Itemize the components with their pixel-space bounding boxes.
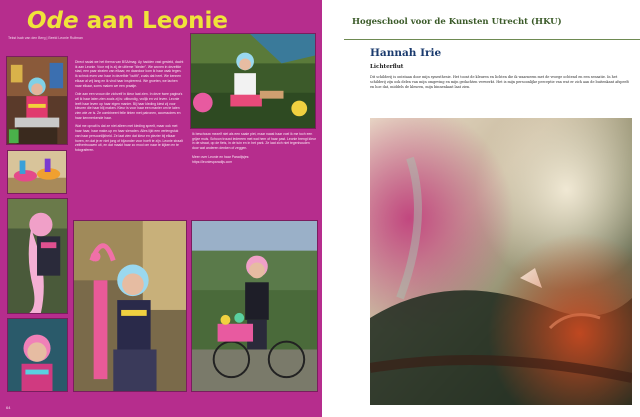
paragraph: Ik beschouw mezelf niet als een saaie piet, maar naast haar voel ik me toch een grijze muis. Schoon trouwt iedereen met wat hem of haar past. Leonie brengt kleur in de straat, op de fiets, in de tuin en in het park. Ze laat zich niet tegenhouden door wat anderen denken of zeggen. [192, 132, 317, 151]
school-title: Hogeschool voor de Kunsten Utrecht (HKU) [352, 17, 562, 27]
photo-shoes [7, 150, 67, 194]
article-column-1 [75, 60, 184, 157]
painting-lichterflut [370, 118, 632, 405]
header-rule [344, 39, 640, 40]
byline: Tekst Isab van den Berg | Beeld Leonie Ruitman [8, 36, 83, 40]
page-number: 64 [6, 405, 11, 410]
title-rest: aan Leonie [86, 8, 228, 34]
paragraph: Ode aan een vrouw die zichzelf in kleur laat zien. In deze twee pagina's wil ik haar laten zien zoals zij is: uitbundig, vrolijk en vol leven. Leonie leeft haar leven op haar eigen manier. Bij haar kleding kiest zij voor kleuren die haar blij maken. Kleur is voor haar een manier om te laten zien wie ze is. Ze combineert felle tinten met patronen, accessoires en haar kenmerkende haar. [75, 92, 183, 120]
photo-garden-sitting [190, 33, 316, 129]
title-ode: Ode [27, 8, 79, 34]
artist-name: Hannah Irie [370, 47, 442, 59]
photo-flamingo-umbrella [73, 220, 187, 392]
photo-laptop [6, 56, 68, 145]
article-title [27, 7, 228, 35]
artwork-title: Lichterflut [370, 64, 404, 70]
paragraph: Direct nadat we het thema van BSA/mag. Ay hadden vast gesteld, dacht ik aan Leonie. Voor mij is zij de ultieme "kleder". We wonen in dezelfde stad, een paar straten van elkaar, en daardoor kom ik haar vaak tegen. Ik schrok even van haar in dezelfde "outfit", zoals dat heet. We kennen elkaar al vrij lang en ik vind haar inspirerend. We groeten, we lachen naar elkaar, soms maken we een praatje. [75, 60, 184, 88]
website-link[interactable]: https://leoniesparadijs.com [192, 159, 233, 164]
article-column-2 [192, 132, 316, 168]
paragraph: Wat me opvalt is dat ze niet alleen met kleding speelt, maar ook met haar haar, haar make-up en haar sieraden. Alles lijkt een verlengstuk van haar persoonlijkheid. Ze laat zien dat kleur en plezier bij elkaar horen, en dat je er niet jong of bijzonder voor hoeft te zijn. Leonie straalt zelfvertrouwen uit, en dat maakt haar zo mooi om naar te kijken en te fotograferen. [75, 124, 183, 152]
photo-bicycle [191, 220, 318, 392]
link-intro: Meer over Leonie en haar Paradijsjes: [192, 154, 250, 159]
photo-pink-braid [7, 198, 68, 314]
photo-portrait [7, 318, 68, 392]
right-page [322, 0, 640, 417]
artwork-description: Dit schilderij is ontstaan door mijn synesthesie. Het toont de kleuren en lichten die ik waarneem met de vroege ochtend en een sensatie. In het schilderij zijn ook delen van mijn omgeving en mijn gedachten verwerkt. Het is mijn persoonlijke perceptie van wat er zich aan de buitenkant afspeelt en hoe dat, middels de kleuren, mijn binnenkant laat zien. [370, 75, 629, 89]
